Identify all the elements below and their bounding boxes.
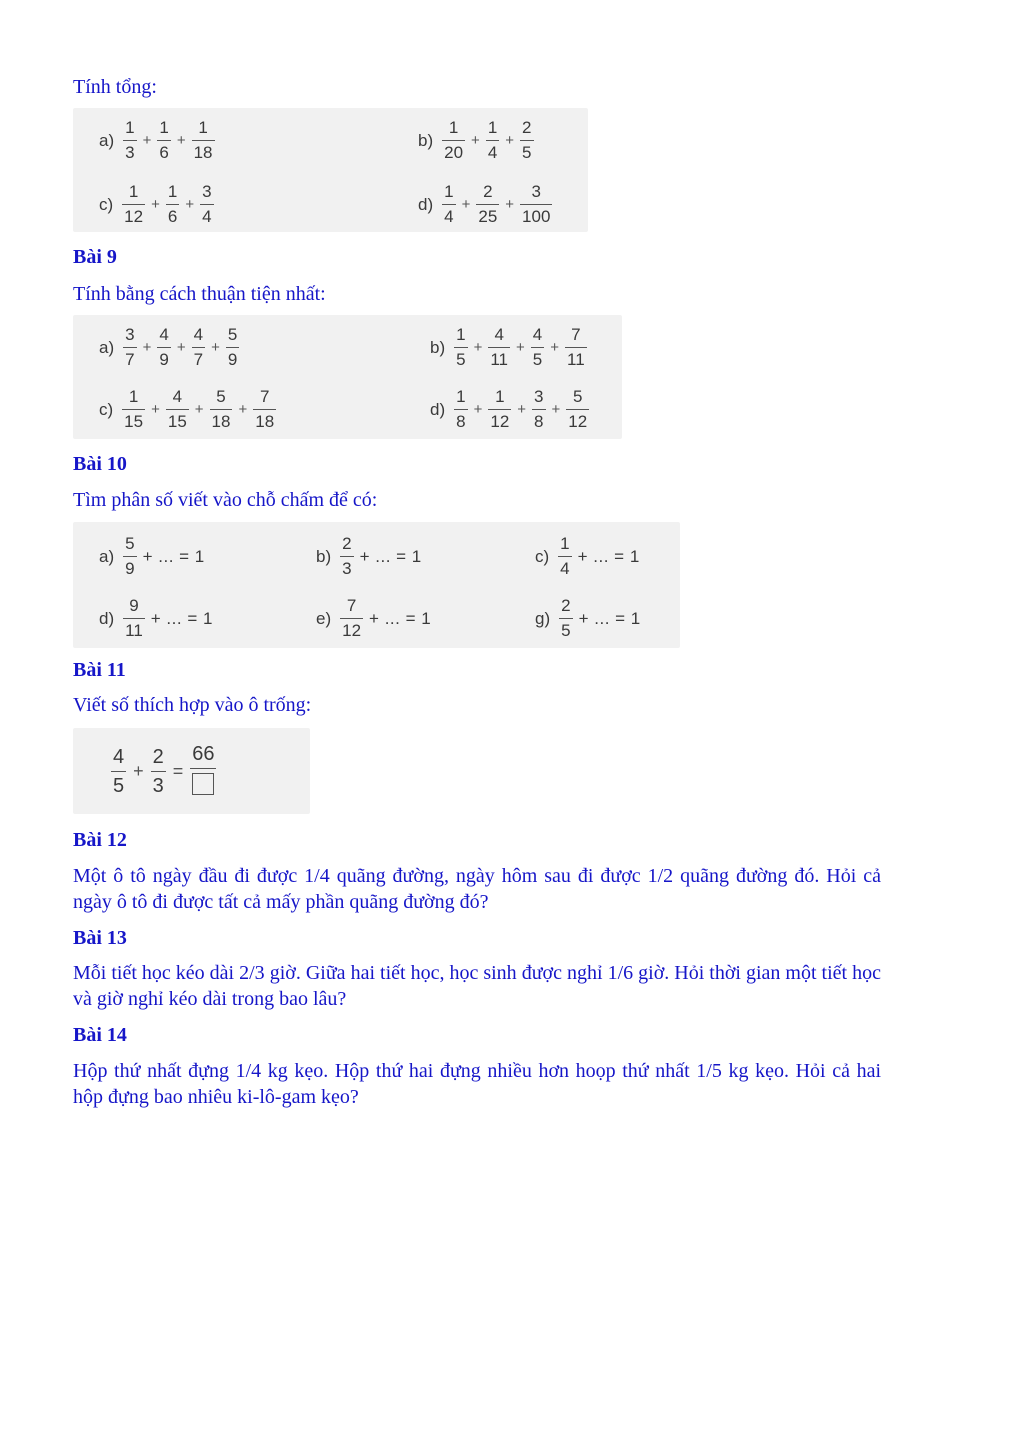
numerator: 1 [128,387,139,406]
denominator: 11 [488,347,510,370]
numerator: 4 [532,325,543,344]
denominator: 7 [192,347,205,370]
denominator: 11 [123,618,145,641]
fraction [123,118,136,163]
plus-sign: + [185,196,195,213]
fraction [157,325,170,370]
denominator: 4 [486,140,499,163]
denominator: 12 [488,409,511,432]
denominator: 25 [476,204,499,227]
denominator: 5 [454,347,467,370]
plus-sign: + [133,761,144,781]
fraction [486,118,499,163]
exercise-label: b) [430,337,446,357]
numerator: 3 [531,182,541,201]
plus-sign: + [142,339,152,356]
exercise-item [316,534,422,579]
fraction [454,325,467,370]
plus-sign: + [461,196,471,213]
exercise-item [99,534,205,579]
fraction: $\frac{2}{3}$ [152,746,164,797]
plus-sign: + [517,401,527,418]
denominator: 100 [520,204,552,227]
plus-sign: + [142,132,152,149]
plus-sign: + [473,339,483,356]
fraction [520,182,552,227]
numerator: 5 [125,534,135,553]
exercise-item [535,534,640,579]
fraction [520,118,533,163]
fraction [558,534,571,579]
plus-sign: + [176,339,186,356]
answer-fraction: 66 [190,742,216,801]
denominator: 20 [442,140,465,163]
fraction [192,325,205,370]
exercise-item [430,325,587,370]
intro-instruction: Tính tổng: [73,76,157,98]
numerator: 2 [483,182,493,201]
bai14-title: Bài 14 [73,1024,127,1046]
exercise-item [418,118,534,163]
equation-rest: + ... = 1 [150,608,213,628]
bai12-text: Một ô tô ngày đầu đi được 1/4 quãng đường, ngày hôm sau đi được 1/2 quãng đường đó. Hỏi cả ngày ô tô đi được tất cả mấy phần quãng đường đó? [73,865,881,913]
exercise-label: a) [99,546,115,566]
numerator: 2 [522,118,532,137]
denominator: 5 [531,347,544,370]
fraction [123,534,136,579]
fraction [488,325,510,370]
fraction [166,182,179,227]
denominator: 8 [454,409,467,432]
numerator: 1 [125,118,135,137]
numerator: 7 [259,387,270,406]
denominator: 12 [340,618,363,641]
numerator: 4 [172,387,183,406]
plus-sign: + [471,132,480,149]
fraction [559,596,572,641]
bai13-text: Mỗi tiết học kéo dài 2/3 giờ. Giữa hai tiết học, học sinh được nghỉ 1/6 giờ. Hỏi thời gian một tiết học và giờ nghỉ kéo dài trong bao lâu? [73,962,881,1010]
bai13-title: Bài 13 [73,927,127,949]
bai10-panel [73,522,680,648]
fraction [565,325,587,370]
denominator: 3 [123,140,136,163]
exercise-label: c) [99,399,114,419]
numerator: 1 [448,118,459,137]
denominator: 9 [226,347,239,370]
numerator: 7 [571,325,581,344]
empty-answer-box[interactable] [192,773,214,795]
bai9-panel [73,315,622,439]
denominator: 9 [157,347,170,370]
numerator: 1 [198,118,208,137]
fraction [531,325,544,370]
plus-sign: + [505,196,515,213]
exercise-label: g) [535,608,551,628]
numerator: 5 [573,387,583,406]
fraction [532,387,545,432]
exercise-item [430,387,589,432]
plus-sign: + [151,196,160,213]
equation-rest: + ... = 1 [142,546,205,566]
denominator: 5 [559,618,572,641]
numerator: 1 [495,387,505,406]
bai11-equation [111,742,217,801]
fraction [200,182,213,227]
plus-sign: + [194,401,204,418]
bai10-title: Bài 10 [73,453,127,475]
denominator: 9 [123,556,136,579]
equation-rest: + ... = 1 [359,546,422,566]
bai9-title: Bài 9 [73,246,117,268]
fraction [488,387,511,432]
numerator: 3 [125,325,135,344]
equation-rest: + ... = 1 [577,546,640,566]
bai12-title: Bài 12 [73,829,127,851]
numerator: 2 [561,596,571,615]
denominator: 4 [200,204,213,227]
plus-sign: + [551,401,561,418]
numerator: 1 [128,182,139,201]
denominator: 15 [166,409,189,432]
denominator: 6 [157,140,170,163]
fraction [253,387,276,432]
numerator: 1 [167,182,178,201]
plus-sign: + [505,132,515,149]
denominator: 12 [122,204,145,227]
equation-rest: + ... = 1 [369,608,432,628]
plus-sign: + [516,339,525,356]
bai11-panel [73,728,310,814]
equals-sign: = [172,761,184,781]
numerator: 1 [456,387,466,406]
fraction [340,596,363,641]
numerator: 4 [159,325,169,344]
fraction [476,182,499,227]
exercise-item [99,387,276,432]
exercise-item [316,596,431,641]
exercise-item [99,118,215,163]
fraction [122,387,145,432]
bai11-title: Bài 11 [73,659,126,681]
plus-sign: + [473,401,483,418]
numerator: 1 [159,118,169,137]
sum-exercises-panel [73,108,588,232]
numerator: 4 [193,325,204,344]
numerator: 9 [129,596,139,615]
fraction [442,118,465,163]
exercise-label: d) [430,399,446,419]
plus-sign: + [211,339,220,356]
fraction [192,118,215,163]
fraction [454,387,467,432]
denominator: 12 [566,409,589,432]
exercise-label: e) [316,608,332,628]
exercise-label: b) [418,130,434,150]
numerator: 5 [216,387,226,406]
denominator: 7 [123,347,136,370]
denominator: 18 [253,409,276,432]
plus-sign: + [176,132,186,149]
denominator: 3 [340,556,353,579]
denominator: 18 [210,409,233,432]
denominator: 4 [558,556,571,579]
numerator: 1 [560,534,570,553]
numerator: 4 [494,325,504,344]
exercise-label: c) [535,546,550,566]
fraction [123,325,136,370]
numerator: 1 [444,182,454,201]
fraction [566,387,589,432]
numerator: 3 [534,387,544,406]
plus-sign: + [238,401,248,418]
exercise-label: c) [99,194,114,214]
fraction [210,387,233,432]
exercise-item [418,182,552,227]
exercise-item [535,596,641,641]
numerator: 5 [227,325,238,344]
bai11-instruction: Viết số thích hợp vào ô trống: [73,694,312,716]
numerator: 3 [202,182,212,201]
equation-rest: + ... = 1 [578,608,641,628]
fraction [166,387,189,432]
fraction [157,118,170,163]
bai14-text: Hộp thứ nhất đựng 1/4 kg kẹo. Hộp thứ hai đựng nhiều hơn hoọp thứ nhất 1/5 kg kẹo. Hỏi cả hai hộp đựng bao nhiêu ki-lô-gam kẹo? [73,1060,881,1108]
bai9-instruction: Tính bằng cách thuận tiện nhất: [73,283,326,305]
numerator: 7 [346,596,357,615]
numerator: 1 [456,325,466,344]
denominator: 4 [442,204,455,227]
denominator: 6 [166,204,179,227]
fraction: $\frac{4}{5}$ [113,746,125,797]
fraction [123,596,145,641]
numerator: 2 [342,534,352,553]
fraction [442,182,455,227]
exercise-item [99,325,239,370]
fraction [226,325,239,370]
denominator: 15 [122,409,145,432]
exercise-label: a) [99,130,115,150]
denominator: 11 [565,347,587,370]
denominator: 8 [532,409,545,432]
plus-sign: + [151,401,160,418]
denominator: 18 [192,140,215,163]
exercise-label: d) [418,194,434,214]
exercise-label: d) [99,608,115,628]
numerator: 1 [487,118,498,137]
exercise-label: a) [99,337,115,357]
denominator: 5 [520,140,533,163]
exercise-label: b) [316,546,332,566]
plus-sign: + [550,339,560,356]
fraction [340,534,353,579]
bai10-instruction: Tìm phân số viết vào chỗ chấm để có: [73,489,378,511]
fraction [122,182,145,227]
exercise-item [99,596,213,641]
exercise-item [99,182,214,227]
